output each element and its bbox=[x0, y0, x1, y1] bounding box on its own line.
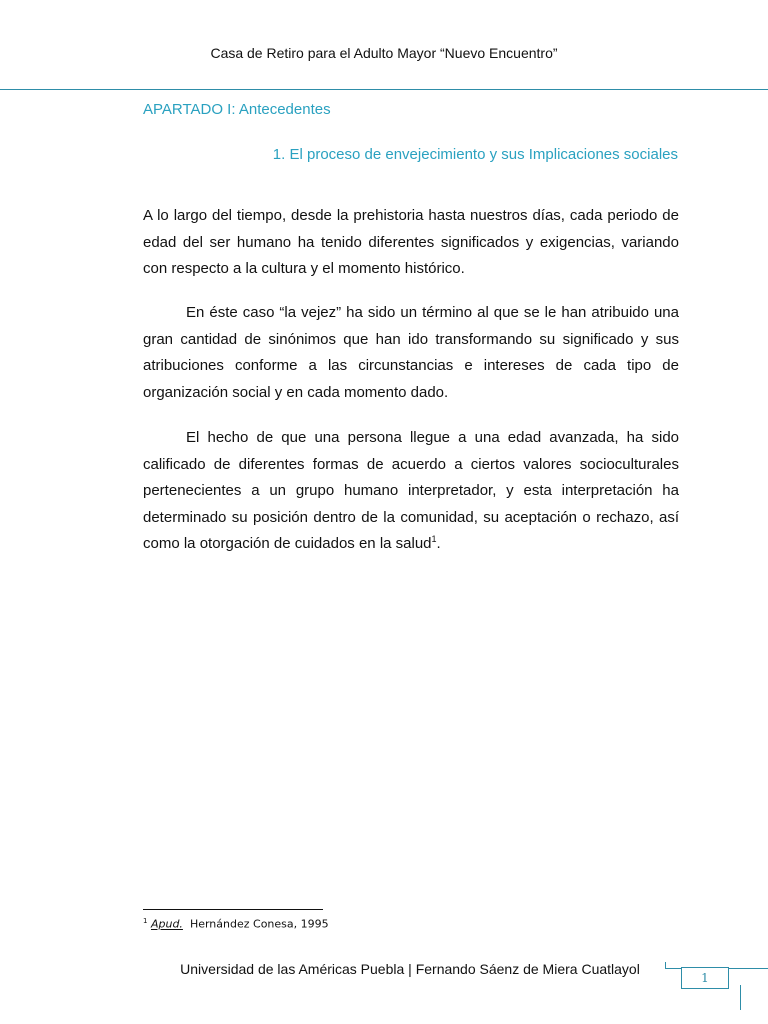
subsection-heading: 1. El proceso de envejecimiento y sus Implicaciones sociales bbox=[272, 146, 678, 163]
footnote-reference[interactable]: 1 bbox=[431, 534, 437, 544]
running-header: Casa de Retiro para el Adulto Mayor “Nuevo Encuentro” bbox=[210, 45, 558, 61]
paragraph-3-end: . bbox=[436, 535, 441, 552]
header-divider bbox=[0, 89, 768, 90]
paragraph-3 bbox=[143, 425, 679, 558]
paragraph-3-text: El hecho de que una persona llegue a una edad avanzada, ha sido calificado de diferentes formas de acuerdo a ciertos valores socioculturales pertenecientes a un grupo humano interpretador, y esta interpretación ha determinado su posición dentro de la comunidad, su aceptación o rechazo, así como la otorgación de cuidados en la salud bbox=[143, 429, 679, 552]
paragraph-2: En éste caso “la vejez” ha sido un término al que se le han atribuido una gran cantidad de sinónimos que han ido transformando su significado y sus atribuciones conforme a las circunstancias e intereses de cada tipo de organización social y en cada momento dado. bbox=[143, 304, 679, 401]
footnote-marker: 1 bbox=[143, 917, 148, 925]
footnote-divider bbox=[143, 909, 323, 910]
page-frame-right-line bbox=[740, 985, 741, 1010]
running-footer: Universidad de las Américas Puebla | Fernando Sáenz de Miera Cuatlayol bbox=[180, 961, 640, 977]
page-number: 1 bbox=[681, 967, 729, 989]
footnote bbox=[143, 917, 329, 931]
paragraph-1: A lo largo del tiempo, desde la prehistoria hasta nuestros días, cada periodo de edad del ser humano ha tenido diferentes significados y exigencias, variando con respecto a la cultura y el momento histórico. bbox=[143, 207, 679, 277]
section-heading: APARTADO I: Antecedentes bbox=[143, 101, 331, 118]
footnote-apud: Apud. bbox=[150, 917, 183, 931]
footnote-citation: Hernández Conesa, 1995 bbox=[189, 917, 329, 931]
